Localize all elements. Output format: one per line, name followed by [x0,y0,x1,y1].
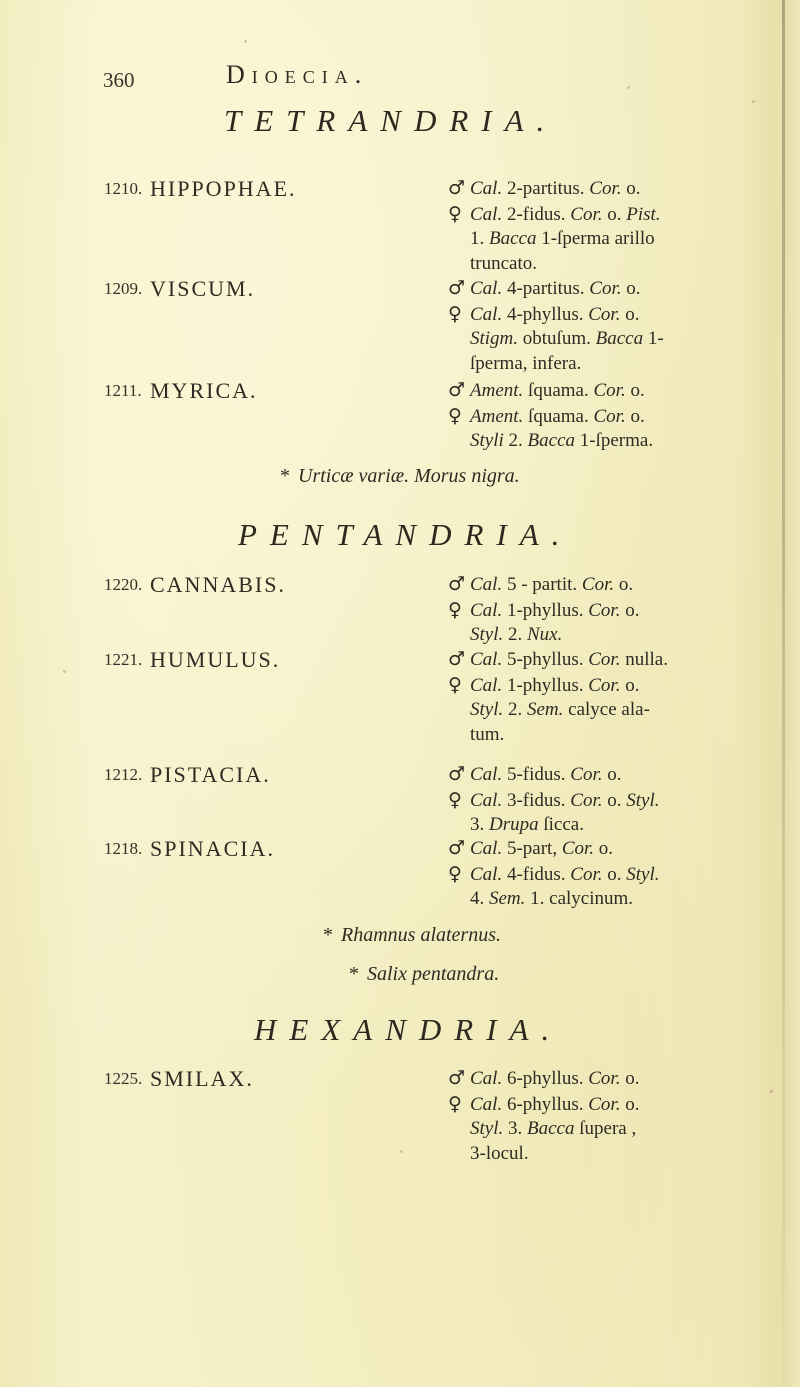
genus-name: HIPPOPHAE. [150,176,297,201]
male-symbol-icon: ♂ [448,763,466,785]
female-symbol-icon: ♀ [448,598,462,621]
female-symbol-icon: ♀ [448,202,462,225]
paper-speck [244,40,247,43]
paper-speck [752,100,755,103]
description-text: 2. [503,430,528,452]
note-text: Salix pentandra. [367,963,500,985]
botanical-term: Cor. [588,649,621,670]
botanical-term: Styl. [470,699,504,721]
description-text: 3. [470,814,489,836]
description-line [448,302,758,328]
botanical-term: Ament. [470,405,524,427]
note-rhamnus [0,924,800,947]
description-line [448,404,758,430]
description-line [448,723,758,748]
male-symbol-icon: ♂ [448,1067,466,1089]
description-text: ſperma, infera. [470,352,582,374]
class-heading-tetrandria: TETRANDRIA. [224,103,558,138]
description-text: 1-phyllus. [502,674,589,696]
description-text: 4. [470,888,489,910]
description-text: o. [602,789,627,811]
botanical-term: Cal. [470,599,503,621]
female-symbol-icon: ♀ [448,302,462,325]
description-text: 4-partitus. [502,278,590,299]
description-text: o. [620,599,640,621]
botanical-term: Styl. [470,624,504,646]
genus-number: 1220. [104,575,143,594]
description-line [448,1092,758,1118]
running-head [0,60,800,100]
description-text: 4-phyllus. [502,303,589,325]
description-line [448,813,758,838]
genus-description [448,572,758,648]
botanical-term: Cor. [570,863,603,885]
description-text: 1-phyllus. [502,599,589,621]
description-text: 3. [503,1118,527,1140]
male-symbol-icon: ♂ [448,177,466,199]
description-text: o. [620,1093,640,1115]
description-text: o. [625,405,645,427]
botanical-term: Cal. [470,764,503,785]
botanical-term: Cal. [470,863,503,885]
genus-description [448,647,758,747]
male-symbol-icon: ♂ [448,379,466,401]
botanical-term: Cal. [470,303,503,325]
description-text: o. [602,203,627,225]
genus-name: HUMULUS. [150,647,281,672]
botanical-term: Cor. [561,838,595,859]
description-text: o. [614,574,634,595]
botanical-term: Bacca [595,328,644,350]
botanical-term: Stigm. [470,328,519,350]
genus-number: 1218. [104,839,143,858]
botanical-term: Cor. [570,789,603,811]
genus-name: PISTACIA. [150,762,271,787]
botanical-term: Cal. [470,838,503,859]
description-line [448,598,758,624]
botanical-term: Cor. [581,574,615,595]
botanical-term: Bacca [527,1118,575,1140]
description-text: 5-phyllus. [502,649,589,670]
description-text: o. [620,674,640,696]
genus-number: 1209. [104,279,143,298]
male-symbol-icon: ♂ [448,837,466,859]
description-line [448,252,758,277]
class-heading-pentandria: PENTANDRIA. [238,517,573,552]
botanical-term: Cal. [470,649,503,670]
female-symbol-icon: ♀ [448,862,462,885]
description-text: 4-fidus. [502,863,571,885]
female-symbol-icon: ♀ [448,788,462,811]
description-text: 6-phyllus. [502,1068,589,1089]
description-line [448,623,758,648]
botanical-term: Cor. [570,203,603,225]
male-symbol-icon: ♂ [448,277,466,299]
description-line [448,1066,758,1092]
description-text: truncato. [470,252,538,274]
description-text: 3-locul. [470,1142,529,1164]
description-text: 1- [643,328,664,350]
description-text: 1. [470,228,489,250]
description-text: obtuſum. [518,328,596,350]
description-line [448,836,758,862]
genus-description [448,762,758,838]
description-line [448,762,758,788]
description-line [448,1142,758,1167]
genus-description [448,836,758,912]
description-line [448,202,758,228]
genus-number: 1221. [104,650,143,669]
note-text: Rhamnus alaternus. [341,924,501,946]
female-symbol-icon: ♀ [448,673,462,696]
genus-number: 1212. [104,765,143,784]
description-line [448,276,758,302]
description-text: 6-phyllus. [502,1093,589,1115]
description-text: 3-fidus. [502,789,571,811]
botanical-term: Cal. [470,574,503,595]
description-text: ſquama. [523,380,594,401]
botanical-term: Cal. [470,1068,503,1089]
genus-name: MYRICA. [150,378,258,403]
genus-number: 1210. [104,179,143,198]
paper-speck [770,1090,773,1093]
next-page-edge [785,0,800,1387]
botanical-term: Drupa [489,814,539,836]
description-text: tum. [470,723,505,745]
asterisk-marker: * [323,924,333,946]
description-text: o. [625,380,645,401]
botanical-term: Styl. [470,1118,504,1140]
genus-name: CANNABIS. [150,572,286,597]
note-text: Urticæ variæ. Morus nigra. [298,465,520,487]
asterisk-marker: * [349,963,359,985]
description-text: 5 - partit. [502,574,582,595]
botanical-term: Bacca [489,228,537,250]
description-text: 2. [503,624,527,646]
female-symbol-icon: ♀ [448,1092,462,1115]
botanical-term: Pist. [626,203,661,225]
botanical-term: Cor. [588,303,621,325]
description-line [448,862,758,888]
botanical-term: Sem. [527,699,564,721]
genus-description [448,378,758,454]
asterisk-marker: * [280,465,290,487]
description-text: ſicca. [538,814,584,836]
genus-name: VISCUM. [150,276,256,301]
description-text: 2-partitus. [502,178,590,199]
botanical-term: Styl. [626,789,660,811]
botanical-term: Cal. [470,178,503,199]
genus-name: SMILAX. [150,1066,254,1091]
description-line [448,788,758,814]
botanical-term: Cor. [570,764,603,785]
botanical-term: Cor. [589,278,622,299]
botanical-term: Ament. [470,380,524,401]
description-text: ſupera , [574,1118,637,1140]
description-text: o. [602,764,622,785]
description-text: o. [621,278,641,299]
note-salix [0,963,800,986]
description-text: o. [594,838,614,859]
description-text: o. [620,1068,640,1089]
description-text: 2. [503,699,527,721]
botanical-term: Cor. [589,178,622,199]
botanical-term: Cor. [593,380,626,401]
description-line [448,378,758,404]
paper-speck [63,670,66,673]
description-text: 1-ſperma. [575,430,654,452]
botanical-term: Cor. [588,1093,621,1115]
description-text: 2-fidus. [502,203,571,225]
description-line [448,227,758,252]
genus-number: 1211. [104,381,142,400]
botanical-term: Cor. [588,599,621,621]
botanical-term: Styli [470,430,504,452]
description-line [448,647,758,673]
description-line [448,429,758,454]
botanical-term: Cor. [588,1068,621,1089]
description-text: o. [620,303,640,325]
description-line [448,887,758,912]
genus-description [448,276,758,376]
description-text: o. [602,863,627,885]
note-urticae [0,465,800,488]
botanical-term: Nux. [527,624,563,646]
genus-number: 1225. [104,1069,143,1088]
botanical-term: Cal. [470,1093,503,1115]
paper-speck [400,1150,403,1153]
female-symbol-icon: ♀ [448,404,462,427]
running-head-title: Dioecia. [226,60,369,89]
description-text: 5-fidus. [502,764,571,785]
description-line [448,176,758,202]
botanical-term: Cor. [588,674,621,696]
description-line [448,352,758,377]
botanical-term: Cal. [470,674,503,696]
description-text: 5-part, [502,838,562,859]
botanical-term: Cal. [470,789,503,811]
description-line [448,673,758,699]
class-heading-hexandria: HEXANDRIA. [254,1012,563,1047]
botanical-term: Bacca [527,430,576,452]
description-text: o. [621,178,641,199]
description-line [448,1117,758,1142]
page-number: 360 [103,68,135,92]
description-text: ſquama. [523,405,594,427]
botanical-term: Styl. [626,863,660,885]
male-symbol-icon: ♂ [448,648,466,670]
paper-speck [627,86,630,89]
description-text: 1-ſperma arillo [536,228,655,250]
description-line [448,327,758,352]
botanical-term: Sem. [489,888,526,910]
genus-description [448,176,758,276]
description-text: calyce ala- [563,699,650,721]
description-text: 1. calycinum. [525,888,634,910]
botanical-term: Cal. [470,203,503,225]
description-line [448,698,758,723]
male-symbol-icon: ♂ [448,573,466,595]
description-text: nulla. [620,649,668,670]
description-line [448,572,758,598]
genus-description [448,1066,758,1166]
botanical-term: Cal. [470,278,503,299]
genus-name: SPINACIA. [150,836,275,861]
botanical-term: Cor. [593,405,626,427]
